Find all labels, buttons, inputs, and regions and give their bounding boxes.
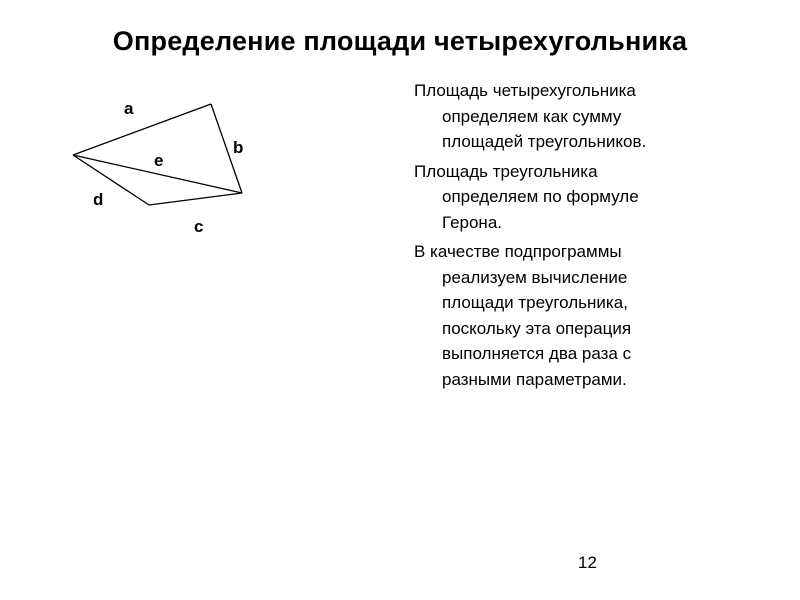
label-c: c xyxy=(194,217,204,236)
slide-body-text xyxy=(414,78,744,396)
side-a xyxy=(73,104,211,155)
label-e: e xyxy=(154,151,164,170)
label-a: a xyxy=(124,99,134,118)
quadrilateral-diagram xyxy=(0,0,400,300)
side-c xyxy=(149,193,242,205)
label-d: d xyxy=(93,190,104,209)
label-b: b xyxy=(233,138,244,157)
paragraph-area-sum: Площадь четырехугольника определяем как сумму площадей треугольников. xyxy=(414,81,647,151)
paragraph-heron-formula: Площадь треугольника определяем по формуле Герона. xyxy=(414,161,639,232)
paragraph-subprogram: В качестве подпрограммы реализуем вычисление площади треугольника, поскольку эта операция выполняется два раза с разными параметрами. xyxy=(414,242,632,389)
page-number: 12 xyxy=(578,553,597,572)
side-d xyxy=(73,155,149,205)
slide-title: Определение площади четырехугольника xyxy=(112,26,688,56)
